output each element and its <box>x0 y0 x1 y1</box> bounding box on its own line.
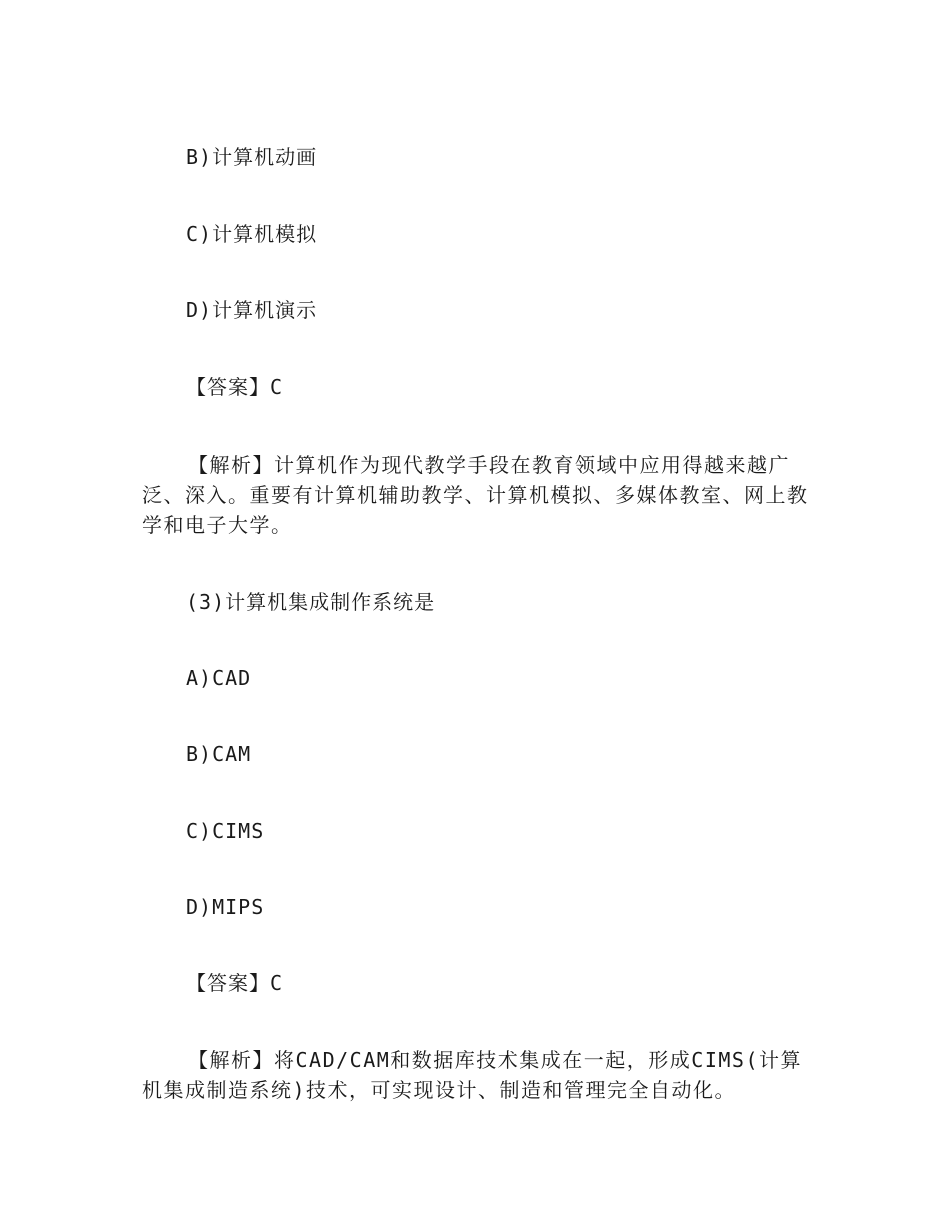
q2-answer: 【答案】C <box>186 375 284 399</box>
q3-option-d: D)MIPS <box>186 895 265 919</box>
q2-option-d: D)计算机演示 <box>186 298 318 322</box>
q3-answer: 【答案】C <box>186 971 284 995</box>
q2-analysis: 【解析】计算机作为现代教学手段在教育领域中应用得越来越广泛、深入。重要有计算机辅助教学、计算机模拟、多媒体教室、网上教学和电子大学。 <box>142 453 809 537</box>
q3-option-b: B)CAM <box>186 742 252 766</box>
q3-option-a: A)CAD <box>186 666 252 690</box>
q3-question: (3)计算机集成制作系统是 <box>186 590 436 614</box>
q2-option-b: B)计算机动画 <box>186 145 318 169</box>
q3-analysis: 【解析】将CAD/CAM和数据库技术集成在一起，形成CIMS(计算机集成制造系统)技术，可实现设计、制造和管理完全自动化。 <box>142 1048 802 1102</box>
q2-option-c: C)计算机模拟 <box>186 222 318 246</box>
q3-option-c: C)CIMS <box>186 819 265 843</box>
